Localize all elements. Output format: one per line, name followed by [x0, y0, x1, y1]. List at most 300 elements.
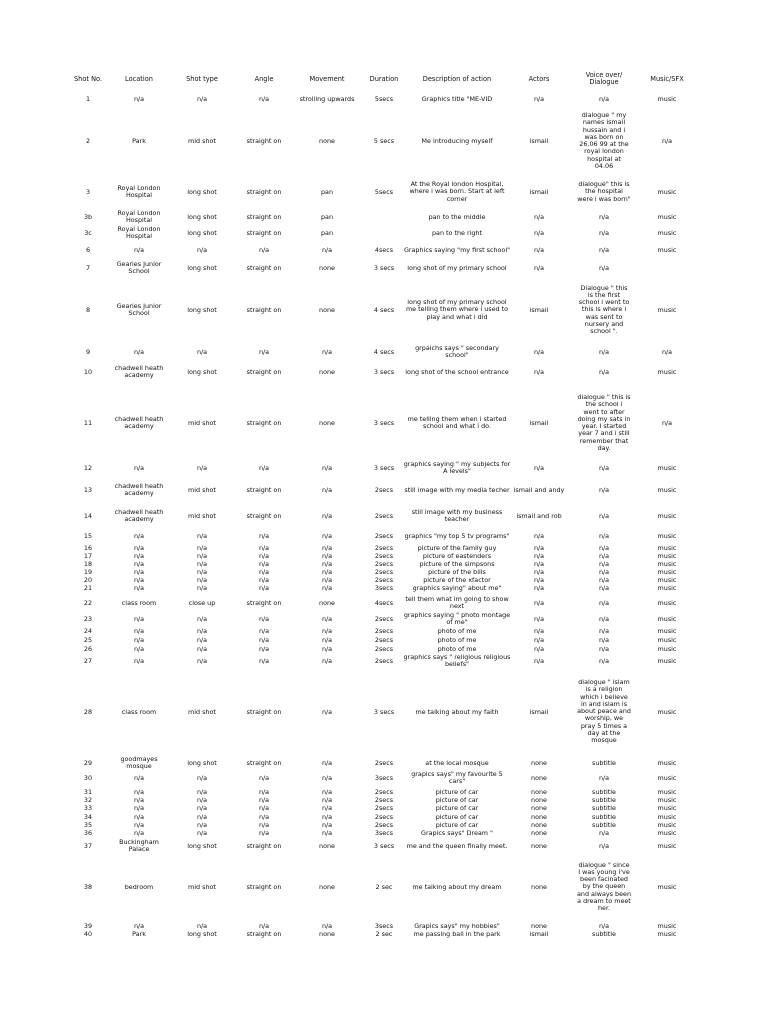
cell-shot-type: mid shot — [188, 418, 216, 427]
cell-shot-no: 28 — [83, 707, 93, 716]
cell-shot-no: 13 — [83, 485, 93, 494]
cell-dialogue: n/a — [598, 367, 610, 376]
column-header-description: Description of action — [422, 74, 492, 83]
cell-movement: n/a — [321, 567, 333, 576]
cell-actors: n/a — [533, 635, 545, 644]
cell-actors: ismail and rob — [516, 511, 562, 520]
cell-duration: 3 secs — [373, 418, 395, 427]
cell-location: Gearies Junior School — [116, 259, 162, 275]
cell-description: graphics saying " photo montage of me" — [403, 610, 511, 626]
cell-actors: none — [531, 828, 547, 837]
cell-music-sfx: music — [657, 828, 677, 837]
cell-location: chadwell heath academy — [114, 414, 164, 430]
cell-shot-type: n/a — [196, 921, 208, 930]
cell-duration: 2secs — [374, 543, 394, 552]
cell-description: pan to the right — [431, 228, 483, 237]
cell-description: Me introducing myself — [421, 136, 493, 145]
cell-dialogue: n/a — [598, 228, 610, 237]
column-header-shot-no: Shot No. — [73, 74, 103, 83]
cell-shot-type: n/a — [196, 644, 208, 653]
cell-actors: n/a — [533, 567, 545, 576]
column-header-angle: Angle — [254, 74, 274, 83]
cell-location: n/a — [133, 614, 145, 623]
cell-description: Grapics says" Dream " — [421, 828, 493, 837]
cell-actors: n/a — [533, 263, 545, 272]
cell-dialogue: dialogue " islam is a religion which i believe in and islam is about peace and worship, we pray 5 times a day at the mosque — [577, 678, 631, 745]
cell-actors: n/a — [533, 644, 545, 653]
cell-music-sfx: music — [657, 598, 677, 607]
cell-shot-type: mid shot — [188, 511, 216, 520]
cell-location: class room — [121, 598, 157, 607]
cell-angle: n/a — [258, 559, 270, 568]
cell-shot-no: 30 — [83, 773, 93, 782]
cell-duration: 4 secs — [373, 347, 395, 356]
cell-shot-type: long shot — [187, 367, 217, 376]
cell-duration: 3secs — [374, 921, 394, 930]
cell-shot-no: 40 — [83, 929, 93, 938]
cell-angle: n/a — [258, 531, 270, 540]
cell-dialogue: n/a — [598, 485, 610, 494]
cell-shot-type: n/a — [196, 787, 208, 796]
cell-description: Graphics saying "my first school" — [403, 245, 511, 254]
cell-music-sfx: music — [657, 882, 677, 891]
cell-shot-type: n/a — [196, 559, 208, 568]
cell-dialogue: n/a — [598, 543, 610, 552]
cell-angle: straight on — [246, 187, 282, 196]
cell-angle: n/a — [258, 656, 270, 665]
cell-music-sfx: music — [657, 644, 677, 653]
cell-shot-no: 2 — [85, 136, 91, 145]
cell-actors: n/a — [533, 559, 545, 568]
cell-description: pan to the middle — [428, 212, 486, 221]
cell-shot-no: 17 — [83, 551, 93, 560]
cell-location: n/a — [133, 635, 145, 644]
cell-dialogue: dialogue" this is the hospital were i was born" — [577, 180, 631, 203]
cell-music-sfx: music — [657, 463, 677, 472]
cell-shot-no: 19 — [83, 567, 93, 576]
cell-shot-type: n/a — [196, 773, 208, 782]
cell-shot-type: n/a — [196, 635, 208, 644]
cell-location: n/a — [133, 94, 145, 103]
cell-music-sfx: music — [657, 575, 677, 584]
cell-location: n/a — [133, 828, 145, 837]
cell-dialogue: n/a — [598, 583, 610, 592]
cell-location: n/a — [133, 559, 145, 568]
cell-movement: n/a — [321, 511, 333, 520]
cell-description: Graphics title "ME-VID — [421, 94, 493, 103]
cell-shot-type: close up — [188, 598, 216, 607]
cell-actors: none — [531, 882, 547, 891]
cell-shot-no: 34 — [83, 812, 93, 821]
cell-dialogue: n/a — [598, 94, 610, 103]
cell-description: tell them what im going to show next — [405, 594, 509, 610]
cell-shot-no: 6 — [85, 245, 91, 254]
cell-description: picture of the bills — [428, 567, 486, 576]
cell-actors: n/a — [533, 228, 545, 237]
cell-duration: 3 secs — [373, 463, 395, 472]
cell-movement: n/a — [321, 921, 333, 930]
cell-duration: 2 sec — [375, 929, 393, 938]
cell-location: chadwell heath academy — [114, 363, 164, 379]
column-header-dialogue: Voice over/ Dialogue — [585, 70, 623, 86]
cell-music-sfx: music — [657, 94, 677, 103]
cell-description: grapics says" my favourite 5 cars" — [411, 769, 503, 785]
cell-actors: n/a — [533, 583, 545, 592]
cell-angle: n/a — [258, 551, 270, 560]
column-header-location: Location — [125, 74, 153, 83]
cell-movement: n/a — [321, 803, 333, 812]
cell-description: picture of the xfactor — [423, 575, 491, 584]
cell-actors: n/a — [533, 245, 545, 254]
cell-angle: straight on — [246, 228, 282, 237]
cell-music-sfx: music — [657, 820, 677, 829]
cell-shot-type: n/a — [196, 820, 208, 829]
cell-music-sfx: music — [657, 583, 677, 592]
cell-shot-no: 33 — [83, 803, 93, 812]
cell-music-sfx: music — [657, 614, 677, 623]
cell-angle: straight on — [246, 707, 282, 716]
cell-duration: 2secs — [374, 531, 394, 540]
cell-shot-type: n/a — [196, 245, 208, 254]
cell-description: long shot of my primary school me telling them where i used to play and what i did — [405, 298, 509, 321]
cell-dialogue: n/a — [598, 559, 610, 568]
cell-angle: straight on — [246, 758, 282, 767]
cell-shot-no: 20 — [83, 575, 93, 584]
cell-angle: n/a — [258, 543, 270, 552]
cell-duration: 2secs — [374, 567, 394, 576]
cell-description: graphics saying " my subjects for A levels" — [403, 459, 511, 475]
cell-description: picture of car — [435, 795, 479, 804]
cell-duration: 2secs — [374, 635, 394, 644]
cell-actors: n/a — [533, 367, 545, 376]
cell-dialogue: dialogue " my names ismail hussain and i was born on 26.06 99 at the royal london hospital at 04.06 — [579, 111, 629, 171]
cell-shot-type: n/a — [196, 626, 208, 635]
cell-movement: n/a — [321, 543, 333, 552]
cell-angle: straight on — [246, 136, 282, 145]
cell-location: n/a — [133, 656, 145, 665]
cell-description: still image with my media techer — [404, 485, 510, 494]
cell-duration: 2secs — [374, 758, 394, 767]
cell-dialogue: n/a — [598, 841, 610, 850]
cell-actors: ismail — [529, 136, 549, 145]
cell-music-sfx: music — [657, 485, 677, 494]
cell-movement: n/a — [321, 828, 333, 837]
cell-actors: none — [531, 812, 547, 821]
cell-angle: n/a — [258, 583, 270, 592]
cell-duration: 2secs — [374, 575, 394, 584]
cell-dialogue: n/a — [598, 626, 610, 635]
cell-duration: 3secs — [374, 773, 394, 782]
cell-music-sfx: music — [657, 212, 677, 221]
cell-dialogue: subtitle — [592, 812, 616, 821]
cell-movement: none — [319, 598, 335, 607]
cell-duration: 2secs — [374, 485, 394, 494]
cell-description: picture of the family guy — [417, 543, 497, 552]
cell-actors: ismail and andy — [513, 485, 565, 494]
cell-angle: n/a — [258, 463, 270, 472]
cell-actors: n/a — [533, 626, 545, 635]
cell-description: me and the queen finally meet. — [406, 841, 508, 850]
cell-description: picture of car — [435, 803, 479, 812]
cell-actors: none — [531, 795, 547, 804]
cell-shot-no: 26 — [83, 644, 93, 653]
cell-location: n/a — [133, 245, 145, 254]
cell-shot-no: 11 — [83, 418, 93, 427]
cell-duration: 2 sec — [375, 882, 393, 891]
cell-actors: ismail — [529, 418, 549, 427]
cell-shot-type: n/a — [196, 803, 208, 812]
cell-actors: ismail — [529, 187, 549, 196]
cell-shot-type: n/a — [196, 543, 208, 552]
cell-angle: n/a — [258, 626, 270, 635]
cell-angle: n/a — [258, 921, 270, 930]
cell-movement: pan — [320, 228, 334, 237]
cell-description: long shot of my primary school — [407, 263, 507, 272]
cell-shot-no: 35 — [83, 820, 93, 829]
cell-duration: 2secs — [374, 795, 394, 804]
cell-angle: straight on — [246, 418, 282, 427]
cell-description: graphics "my top 5 tv programs" — [404, 531, 510, 540]
cell-angle: n/a — [258, 245, 270, 254]
cell-actors: ismail — [529, 929, 549, 938]
column-header-movement: Movement — [309, 74, 345, 83]
cell-duration: 2secs — [374, 787, 394, 796]
cell-shot-no: 12 — [83, 463, 93, 472]
cell-dialogue: n/a — [598, 635, 610, 644]
cell-description: picture of the simpsons — [419, 559, 495, 568]
column-header-shot-type: Shot type — [186, 74, 218, 83]
cell-dialogue: n/a — [598, 644, 610, 653]
cell-shot-no: 10 — [83, 367, 93, 376]
cell-shot-no: 18 — [83, 559, 93, 568]
cell-location: n/a — [133, 773, 145, 782]
cell-dialogue: n/a — [598, 773, 610, 782]
cell-movement: none — [319, 305, 335, 314]
cell-shot-no: 25 — [83, 635, 93, 644]
cell-movement: n/a — [321, 795, 333, 804]
cell-movement: strolling upwards — [299, 94, 355, 103]
cell-actors: none — [531, 787, 547, 796]
cell-actors: n/a — [533, 575, 545, 584]
cell-location: n/a — [133, 531, 145, 540]
cell-shot-no: 3c — [84, 228, 92, 237]
cell-actors: n/a — [533, 614, 545, 623]
cell-location: chadwell heath academy — [114, 481, 164, 497]
cell-dialogue: subtitle — [592, 803, 616, 812]
cell-actors: n/a — [533, 212, 545, 221]
cell-angle: straight on — [246, 263, 282, 272]
cell-duration: 5 secs — [373, 136, 395, 145]
cell-shot-no: 15 — [83, 531, 93, 540]
cell-actors: n/a — [533, 531, 545, 540]
cell-movement: pan — [320, 187, 334, 196]
cell-angle: n/a — [258, 795, 270, 804]
cell-description: me talking about my faith — [415, 707, 499, 716]
cell-shot-no: 27 — [83, 656, 93, 665]
cell-location: Park — [132, 136, 146, 145]
cell-location: n/a — [133, 644, 145, 653]
cell-location: Royal London Hospital — [117, 224, 161, 240]
cell-actors: none — [531, 803, 547, 812]
cell-dialogue: n/a — [598, 511, 610, 520]
cell-actors: n/a — [533, 463, 545, 472]
cell-movement: none — [319, 929, 335, 938]
cell-actors: n/a — [533, 598, 545, 607]
cell-movement: n/a — [321, 485, 333, 494]
cell-duration: 2secs — [374, 812, 394, 821]
cell-angle: n/a — [258, 820, 270, 829]
cell-shot-type: long shot — [187, 228, 217, 237]
cell-movement: n/a — [321, 707, 333, 716]
cell-music-sfx: music — [657, 795, 677, 804]
cell-shot-type: mid shot — [188, 485, 216, 494]
cell-duration: 3secs — [374, 828, 394, 837]
cell-angle: straight on — [246, 511, 282, 520]
cell-music-sfx: music — [657, 551, 677, 560]
cell-shot-type: long shot — [187, 305, 217, 314]
cell-shot-no: 21 — [83, 583, 93, 592]
cell-dialogue: dialogue " this is the school i went to after doing my sats in year. I started year 7 and i still remember that day. — [577, 393, 631, 453]
cell-duration: 3 secs — [373, 263, 395, 272]
cell-location: class room — [121, 707, 157, 716]
cell-actors: ismail — [529, 707, 549, 716]
cell-actors: none — [531, 841, 547, 850]
cell-dialogue: subtitle — [592, 795, 616, 804]
cell-location: n/a — [133, 567, 145, 576]
cell-duration: 4secs — [374, 245, 394, 254]
cell-location: Royal London Hospital — [117, 183, 161, 199]
cell-actors: n/a — [533, 551, 545, 560]
cell-music-sfx: music — [657, 758, 677, 767]
cell-music-sfx: music — [657, 787, 677, 796]
cell-shot-type: n/a — [196, 94, 208, 103]
cell-dialogue: n/a — [598, 567, 610, 576]
cell-location: n/a — [133, 921, 145, 930]
cell-dialogue: subtitle — [592, 758, 616, 767]
cell-actors: none — [531, 773, 547, 782]
cell-shot-no: 1 — [85, 94, 91, 103]
cell-movement: n/a — [321, 463, 333, 472]
cell-shot-type: n/a — [196, 567, 208, 576]
cell-dialogue: n/a — [598, 347, 610, 356]
cell-location: n/a — [133, 795, 145, 804]
cell-shot-no: 37 — [83, 841, 93, 850]
cell-description: picture of car — [435, 787, 479, 796]
column-header-music-sfx: Music/SFX — [650, 74, 684, 83]
cell-description: graphics saying" about me" — [412, 583, 502, 592]
cell-movement: none — [319, 263, 335, 272]
cell-location: chadwell heath academy — [114, 507, 164, 523]
cell-location: n/a — [133, 583, 145, 592]
cell-movement: n/a — [321, 614, 333, 623]
cell-movement: n/a — [321, 551, 333, 560]
cell-location: n/a — [133, 812, 145, 821]
cell-music-sfx: music — [657, 305, 677, 314]
cell-angle: n/a — [258, 567, 270, 576]
cell-description: me passing ball in the park — [413, 929, 501, 938]
cell-description: me talking about my dream — [412, 882, 502, 891]
cell-duration: 2secs — [374, 511, 394, 520]
cell-description: graphics says " religious religious beliefs" — [403, 652, 511, 668]
cell-angle: n/a — [258, 347, 270, 356]
cell-shot-type: long shot — [187, 187, 217, 196]
cell-dialogue: n/a — [598, 656, 610, 665]
cell-shot-no: 24 — [83, 626, 93, 635]
cell-movement: n/a — [321, 787, 333, 796]
cell-dialogue: subtitle — [592, 787, 616, 796]
cell-shot-no: 29 — [83, 758, 93, 767]
cell-shot-type: n/a — [196, 812, 208, 821]
cell-shot-type: long shot — [187, 929, 217, 938]
cell-actors: ismail — [529, 305, 549, 314]
cell-actors: n/a — [533, 347, 545, 356]
cell-duration: 2secs — [374, 551, 394, 560]
cell-shot-type: mid shot — [188, 136, 216, 145]
cell-movement: n/a — [321, 644, 333, 653]
cell-location: n/a — [133, 575, 145, 584]
cell-duration: 3 secs — [373, 367, 395, 376]
cell-angle: straight on — [246, 598, 282, 607]
cell-description: me telling them when i started school and what i do. — [407, 414, 507, 430]
cell-duration: 2secs — [374, 559, 394, 568]
cell-shot-no: 23 — [83, 614, 93, 623]
cell-description: grpaichs says " secondary school" — [415, 343, 499, 359]
cell-location: Royal London Hospital — [117, 208, 161, 224]
cell-music-sfx: music — [657, 511, 677, 520]
cell-description: at the local mosque — [425, 758, 489, 767]
cell-dialogue: n/a — [598, 828, 610, 837]
cell-music-sfx: n/a — [661, 136, 673, 145]
cell-location: n/a — [133, 803, 145, 812]
cell-location: Park — [132, 929, 146, 938]
cell-music-sfx: music — [657, 773, 677, 782]
cell-duration: 4secs — [374, 598, 394, 607]
cell-shot-no: 31 — [83, 787, 93, 796]
cell-description: picture of eastenders — [422, 551, 492, 560]
cell-dialogue: n/a — [598, 921, 610, 930]
cell-duration: 3secs — [374, 583, 394, 592]
cell-angle: n/a — [258, 94, 270, 103]
cell-dialogue: subtitle — [592, 929, 616, 938]
cell-dialogue: n/a — [598, 245, 610, 254]
cell-music-sfx: music — [657, 803, 677, 812]
cell-music-sfx: music — [657, 187, 677, 196]
cell-movement: none — [319, 367, 335, 376]
cell-movement: n/a — [321, 583, 333, 592]
cell-shot-no: 32 — [83, 795, 93, 804]
cell-shot-type: n/a — [196, 531, 208, 540]
cell-actors: none — [531, 758, 547, 767]
cell-location: Gearies Junior School — [116, 301, 162, 317]
cell-shot-type: long shot — [187, 758, 217, 767]
cell-location: n/a — [133, 543, 145, 552]
cell-duration: 2secs — [374, 614, 394, 623]
cell-duration: 3 secs — [373, 707, 395, 716]
cell-movement: pan — [320, 212, 334, 221]
cell-angle: n/a — [258, 644, 270, 653]
cell-location: Buckingham Palace — [119, 837, 159, 853]
cell-movement: n/a — [321, 656, 333, 665]
cell-angle: straight on — [246, 929, 282, 938]
cell-shot-type: n/a — [196, 614, 208, 623]
cell-actors: n/a — [533, 543, 545, 552]
cell-dialogue: n/a — [598, 212, 610, 221]
cell-dialogue: n/a — [598, 598, 610, 607]
cell-location: goodmayes mosque — [120, 754, 158, 770]
cell-movement: n/a — [321, 559, 333, 568]
cell-dialogue: Dialogue " this is the first school i went to this is where i was sent to nursery and school ". — [578, 283, 630, 336]
cell-angle: n/a — [258, 773, 270, 782]
